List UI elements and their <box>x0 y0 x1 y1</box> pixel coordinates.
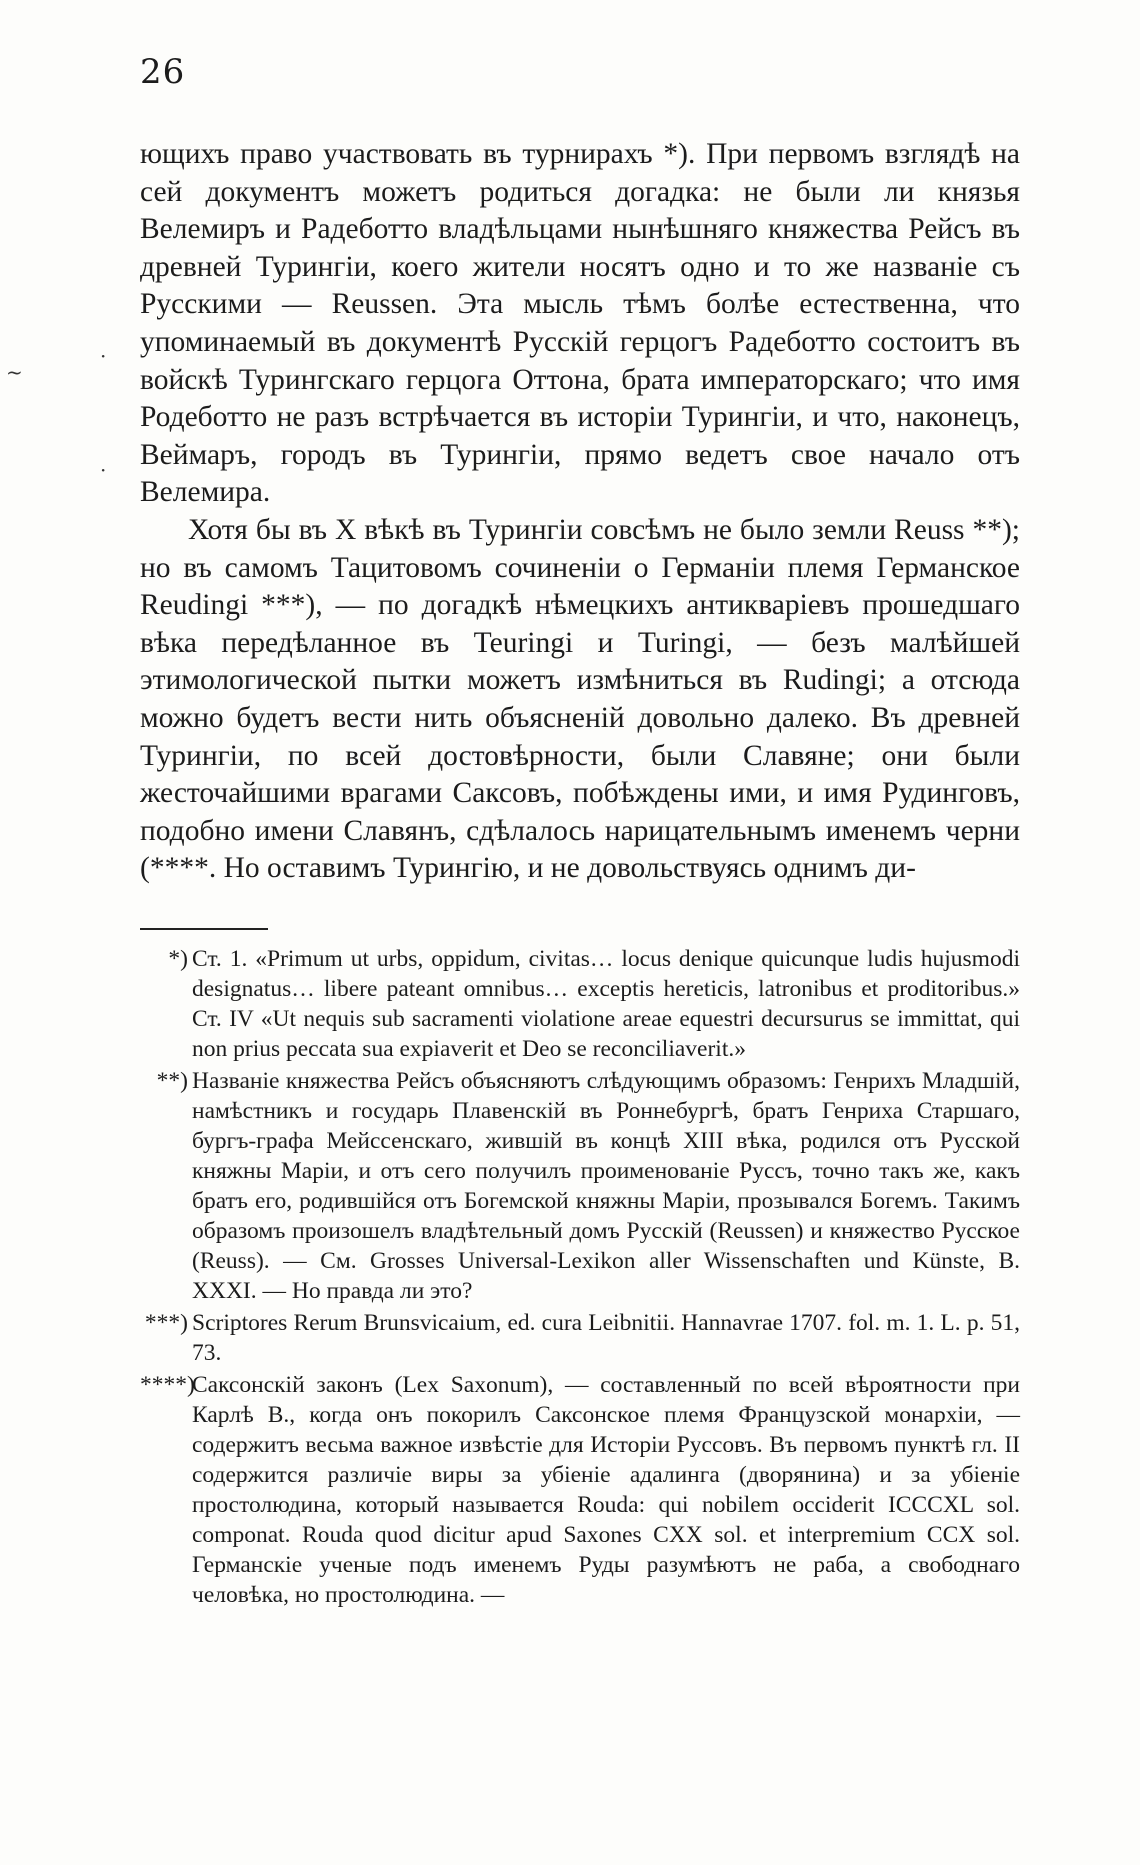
footnote-separator <box>140 928 268 930</box>
main-text <box>140 136 1020 888</box>
footnote-text: Scriptores Rerum Brunsvicaium, ed. cura Leibnitii. Hannavrae 1707. fol. m. 1. L. p. 51, 73. <box>192 1310 1020 1366</box>
footnote-text: Названіе княжества Рейсъ объясняютъ слѣдующимъ образомъ: Генрихъ Младшій, намѣстникъ и государь Плавенскій въ Роннебургѣ, братъ Генриха Старшаго, бургъ-графа Мейссенскаго, жившій въ концѣ XIII вѣка, родился отъ Русской княжны Маріи, и отъ сего получилъ проименованіе Руссъ, точно такъ же, какъ братъ его, родившійся отъ Богемской княжны Маріи, прозывался Богемъ. Такимъ образомъ произошелъ владѣтельный домъ Русскій (Reussen) и княжество Русское (Reuss). — См. Grosses Universal-Lexikon aller Wissenschaften und Künste, B. XXXI. — Но правда ли это? <box>192 1068 1020 1304</box>
margin-mark: · <box>100 458 107 482</box>
footnote-2 <box>140 1066 1020 1306</box>
footnote-3 <box>140 1308 1020 1368</box>
margin-mark: · <box>100 344 107 368</box>
main-paragraph-2: Хотя бы въ X вѣкѣ въ Турингіи совсѣмъ не было земли Reuss **); но въ самомъ Тацитовомъ сочиненіи о Германіи племя Германское Reudingi ***), — по догадкѣ нѣмецкихъ антикваріевъ прошедшаго вѣка передѣланное въ Teuringi и Turingi, — безъ малѣйшей этимологической пытки можетъ измѣниться въ Rudingi; а отсюда можно будетъ вести нить объясненій довольно далеко. Въ древней Турингіи, по всей достовѣрности, были Славяне; они были жесточайшими врагами Саксовъ, побѣждены ими, и имя Рудинговъ, подобно имени Славянъ, сдѣлалось нарицательнымъ именемъ черни (****. Но оставимъ Турингію, и не довольствуясь однимъ ди- <box>140 513 1020 885</box>
margin-mark: ~ <box>6 360 23 384</box>
footnote-4 <box>140 1370 1020 1610</box>
footnote-text: Ст. 1. «Primum ut urbs, oppidum, civitas… locus denique quicunque ludis hujusmodi designatus… libere pateant omnibus… exceptis hereticis, latronibus et proditoribus.» Ст. IV «Ut nequis sub sacramenti violatione areae equestri decursurus se immittat, qui non prius peccata sua expiaverit et Deo se reconciliaverit.» <box>192 946 1020 1062</box>
footnote-1 <box>140 944 1020 1064</box>
footnote-mark: ****) <box>140 1372 195 1398</box>
footnote-text: Саксонскій законъ (Lex Saxonum), — составленный по всей вѣроятности при Карлѣ В., когда онъ покорилъ Саксонское племя Французской монархіи, — содержитъ весьма важное извѣстіе для Исторіи Руссовъ. Въ первомъ пунктѣ гл. II содержится различіе виры за убіеніе адалинга (дворянина) и за убіеніе простолюдина, который называется Rouda: qui nobilem occiderit ICCCXL sol. componat. Rouda quod dicitur apud Saxones CXX sol. et interpremium CCX sol. Германскіе ученые подъ именемъ Руды разумѣютъ не раба, а свободнаго человѣка, но простолюдина. — <box>192 1372 1020 1608</box>
main-paragraph-1: ющихъ право участвовать въ турнирахъ *). При первомъ взглядѣ на сей документъ можетъ родиться догадка: не были ли князья Велемиръ и Радеботто владѣльцами нынѣшняго княжества Рейсъ въ древней Турингіи, коего жители носятъ одно и то же названіе съ Русскими — Reussen. Эта мысль тѣмъ болѣе естественна, что упоминаемый въ документѣ Русскій герцогъ Радеботто состоитъ въ войскѣ Турингскаго герцога Оттона, брата императорскаго; что имя Родеботто не разъ встрѣчается въ исторіи Турингіи, и что, наконецъ, Веймаръ, городъ въ Турингіи, прямо ведетъ свое начало отъ Велемира. <box>140 138 1020 509</box>
footnotes <box>140 944 1020 1610</box>
footnote-mark: *) <box>168 946 188 972</box>
page-number: 26 <box>140 52 186 92</box>
footnote-mark: ***) <box>144 1310 188 1336</box>
footnote-mark: **) <box>156 1068 188 1094</box>
